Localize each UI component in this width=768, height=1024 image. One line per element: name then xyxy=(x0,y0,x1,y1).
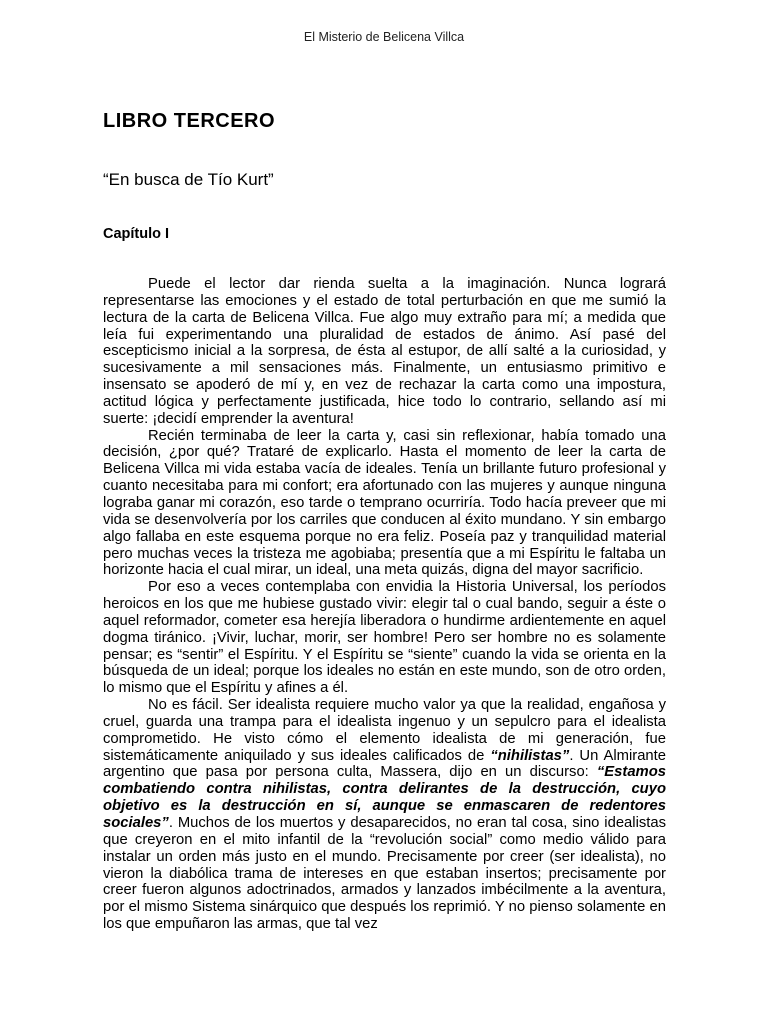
paragraph-4 xyxy=(103,697,666,933)
emphasis-quote-massera: “Estamos combatiendo contra nihilistas, contra delirantes de la destrucción, cuyo objetivo es la destrucción en sí, aunque se enmascaren de redentores sociales” xyxy=(103,764,666,831)
paragraph-4-text-1: No es fácil. Ser idealista requiere mucho valor ya que la realidad, engañosa y cruel, guarda una trampa para el idealista ingenuo y un sepulcro para el idealista comprometido. He visto cómo el elemento idealista de mi generación, fue sistemáticamente aniquilado y sus ideales calificados de xyxy=(103,697,666,764)
paragraph-3: Por eso a veces contemplaba con envidia la Historia Universal, los períodos heroicos en los que me hubiese gustado vivir: elegir tal o cual bando, seguir a éste o aquel reformador, cometer esa herejía liberadora o hundirme ardientemente en aquel dogma tiránico. ¡Vivir, luchar, morir, ser hombre! Pero ser hombre no es solamente pensar; es “sentir” el Espíritu. Y el Espíritu se “siente” cuando la vida se orienta en la búsqueda de un ideal; porque los ideales no están en este mundo, son de otro orden, lo mismo que el Espíritu y afines a él. xyxy=(103,579,666,697)
body-text xyxy=(103,276,666,933)
paragraph-1: Puede el lector dar rienda suelta a la imaginación. Nunca logrará representarse las emociones y el estado de total perturbación en que me sumió la lectura de la carta de Belicena Villca. Fue algo muy extraño para mí; a medida que leía fui experimentando una pluralidad de estados de ánimo. Así pasé del escepticismo inicial a la sorpresa, de ésta al estupor, de allí salté a la curiosidad, y sucesivamente a mil sensaciones más. Finalmente, un entusiasmo primitivo e insensato se apoderó de mí y, en vez de rechazar la carta como una impostura, actitud lógica y perfectamente justificada, hice todo lo contrario, sellando así mi suerte: ¡decidí emprender la aventura! xyxy=(103,276,666,427)
emphasis-nihilistas: “nihilistas” xyxy=(490,747,570,764)
paragraph-2: Recién terminaba de leer la carta y, casi sin reflexionar, había tomado una decisión, ¿por qué? Trataré de explicarlo. Hasta el momento de leer la carta de Belicena Villca mi vida estaba vacía de ideales. Tenía un brillante futuro profesional y cuanto necesitaba para mi confort; era afortunado con las mujeres y aunque ninguna lograba ganar mi corazón, eso tarde o temprano ocurriría. Todo hacía preveer que mi vida se desenvolvería por los carriles que conducen al éxito mundano. Y sin embargo algo fallaba en este esquema porque no era feliz. Poseía paz y tranquilidad material pero muchas veces la tristeza me agobiaba; presentía que a mi Espíritu le faltaba un horizonte hacia el cual mirar, un ideal, una meta quizás, digna del mayor sacrificio. xyxy=(103,427,666,579)
running-header: El Misterio de Belicena Villca xyxy=(303,30,465,44)
book-subtitle: “En busca de Tío Kurt” xyxy=(103,170,274,189)
paragraph-4-text-2: . Un Almirante argentino que pasa por persona culta, Massera, dijo en un discurso: xyxy=(103,747,666,781)
paragraph-4-text-3: . Muchos de los muertos y desaparecidos, no eran tal cosa, sino idealistas que creyeron en el mito infantil de la “revolución social” como medio válido para instalar un orden más justo en el mundo. Precisamente por creer (ser idealista), no vieron la diabólica trama de intereses en que estaban insertos; precisamente por creer fueron algunos adoctrinados, armados y lanzados imbécilmente a la aventura, por el mismo Sistema sinárquico que después los reprimió. Y no pienso solamente en los que empuñaron las armas, que tal vez xyxy=(103,815,666,933)
book-title: LIBRO TERCERO xyxy=(103,110,276,132)
chapter-title: Capítulo I xyxy=(103,226,170,242)
